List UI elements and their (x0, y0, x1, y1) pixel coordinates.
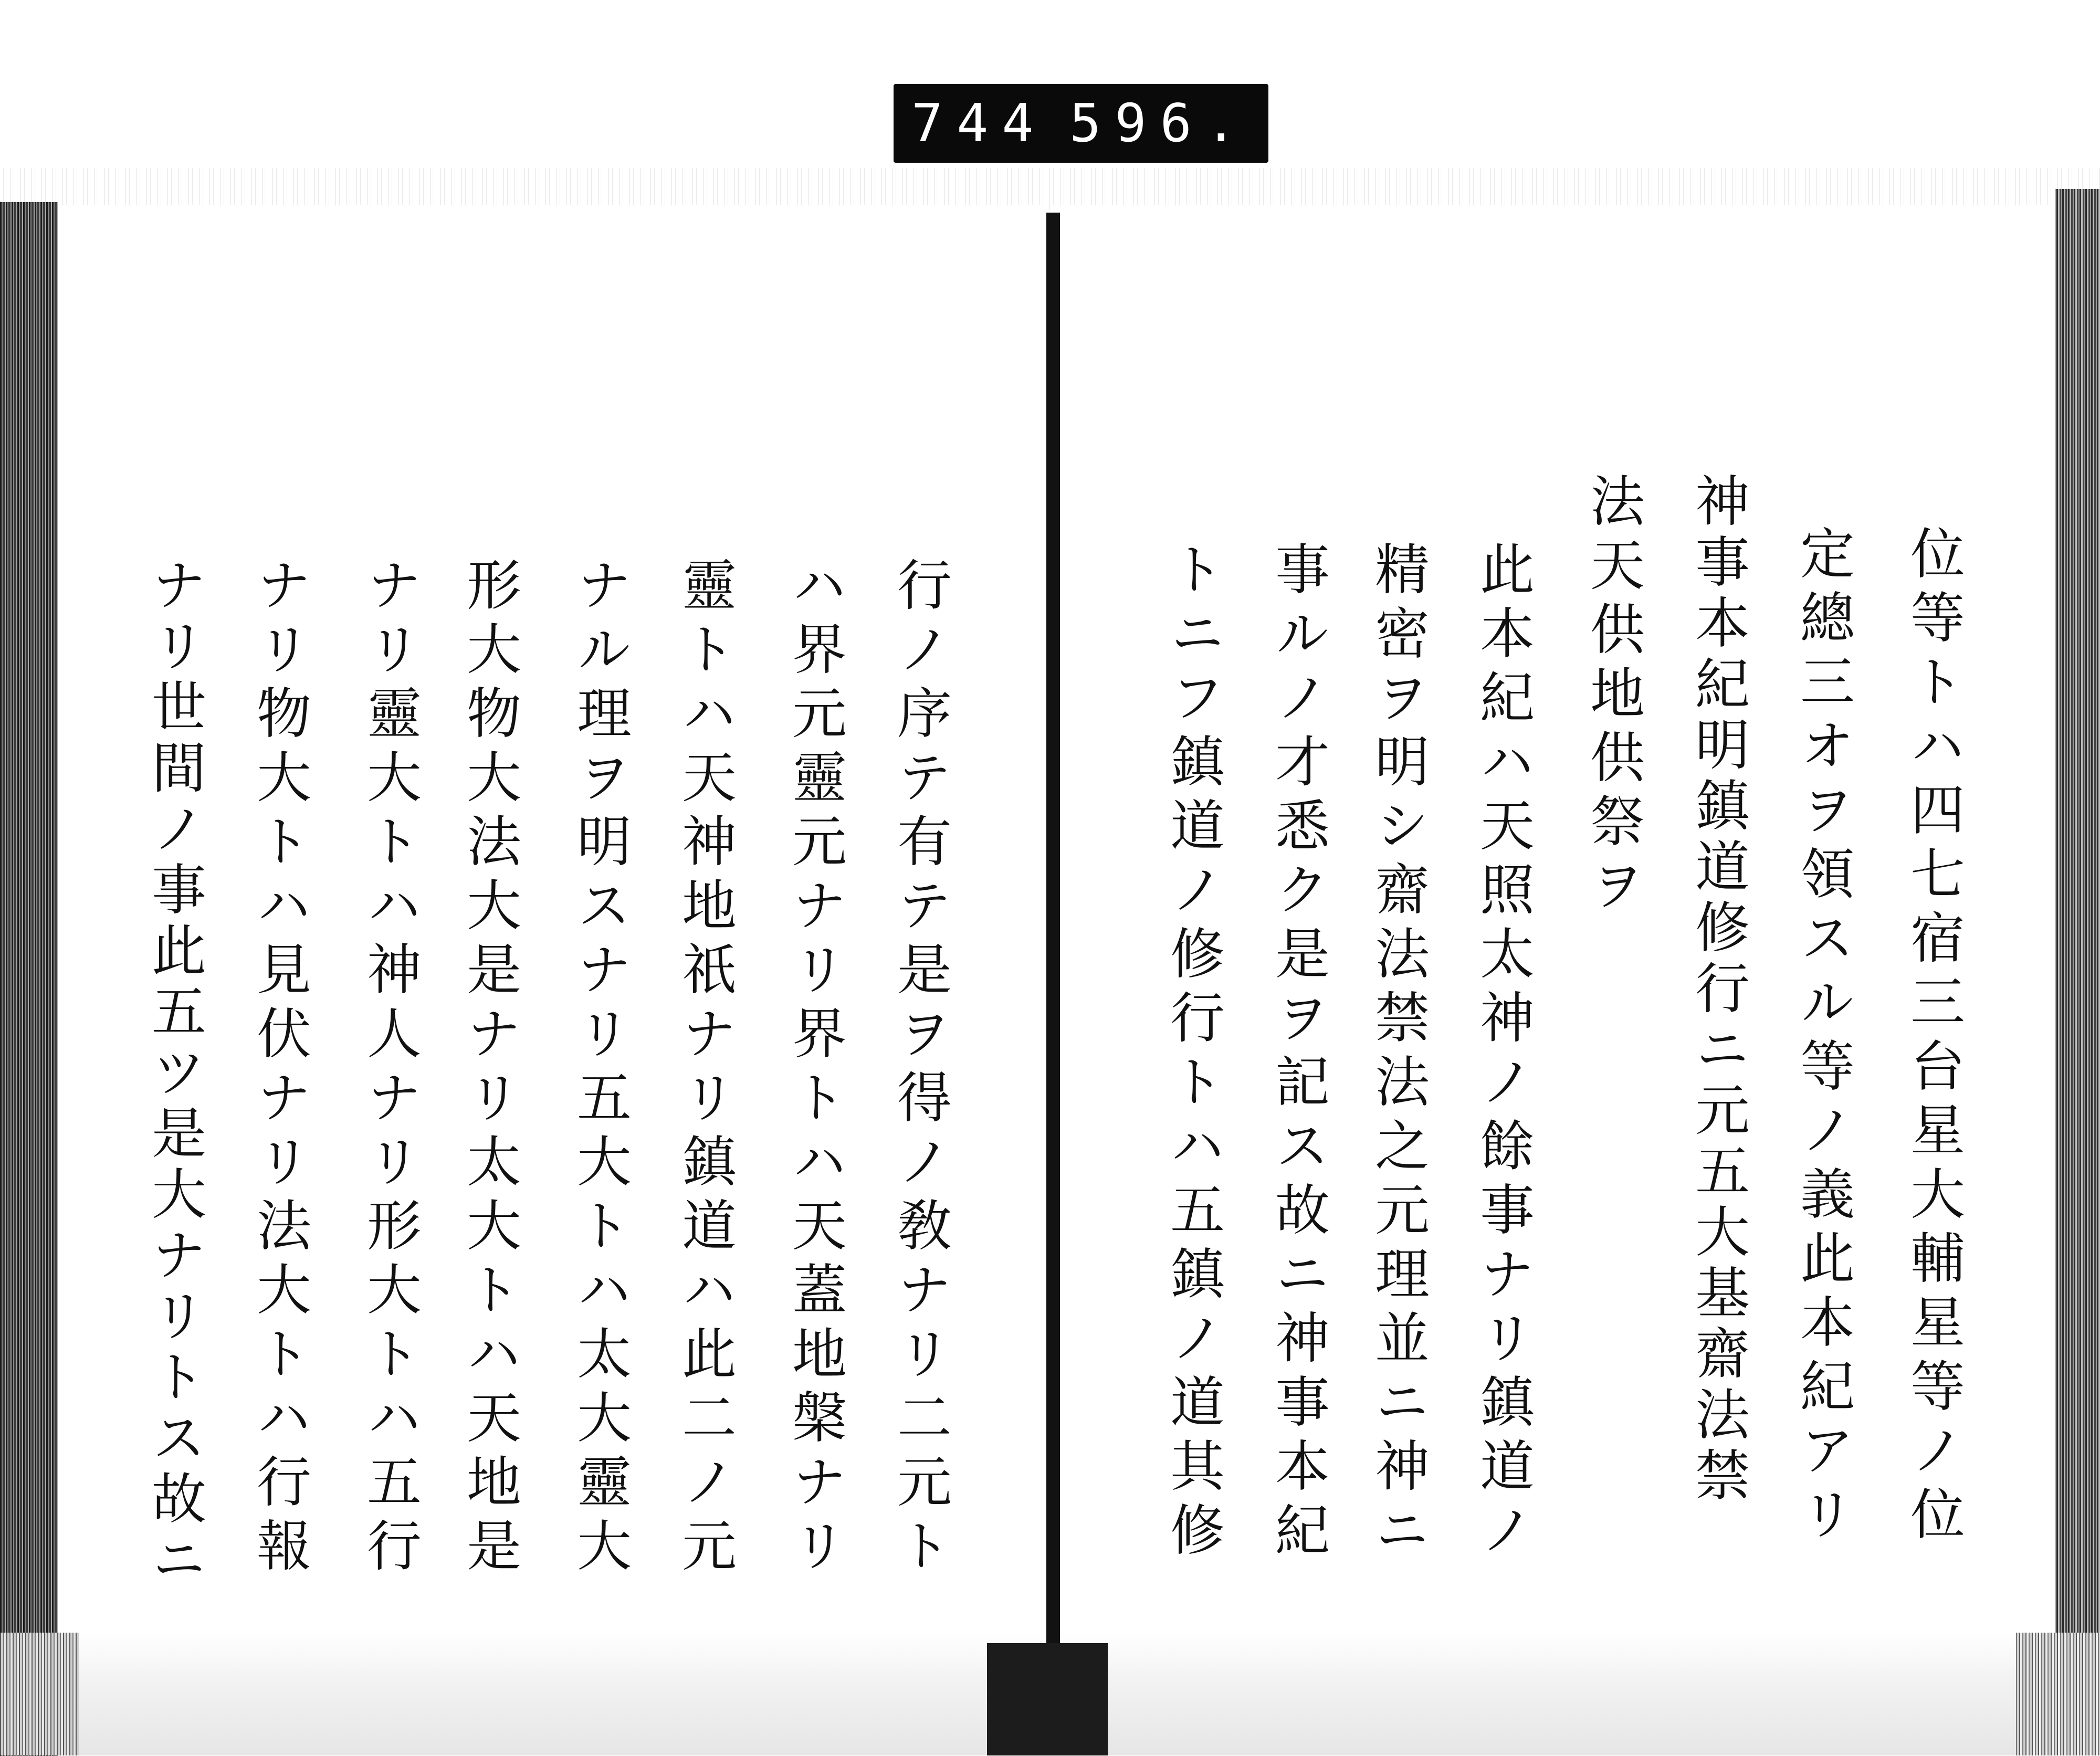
scan-top-edge (0, 168, 2100, 210)
spine-shadow (987, 1643, 1108, 1755)
left-page-line-1: 行ノ序テ有テ是ヲ得ノ敎ナリ二元ト (888, 556, 952, 1581)
left-page-line-7: ナリ物大トハ見伏ナリ法大トハ行報 (247, 556, 311, 1581)
bottom-left-page-edges (0, 1633, 79, 1755)
catalog-number-right: 596. (1069, 92, 1251, 154)
right-page-line-5: 此本紀ハ天照太神ノ餘事ナリ鎮道ノ (1471, 541, 1535, 1565)
right-page-line-3: 神事本紀明鎮道修行ニ元五大基齋法禁 (1686, 472, 1750, 1508)
right-page-line-4: 法天供地供祭ヲ (1581, 472, 1645, 921)
left-page-line-5: 形大物大法大是ナリ太大トハ天地是 (457, 556, 521, 1581)
right-page-line-6: 精密ヲ明シ齋法禁法之元理並ニ神ニ (1366, 541, 1430, 1565)
left-page-line-4: ナル理ヲ明スナリ五大トハ太大靈大 (568, 556, 632, 1581)
bottom-right-page-edges (2016, 1633, 2100, 1755)
left-page-line-8: ナリ世間ノ事此五ツ是大ナリトス故ニ (142, 556, 206, 1592)
left-page-line-2: ハ界元靈元ナリ界トハ天蓋地槃ナリ (783, 556, 847, 1581)
catalog-label-plate (894, 84, 1268, 163)
left-page-line-3: 靈トハ天神地祇ナリ鎮道ハ此二ノ元 (673, 556, 737, 1581)
book-spine (1046, 213, 1060, 1646)
catalog-number-left: 744 (911, 92, 1047, 154)
book-edge-right (2055, 189, 2100, 1743)
right-page-line-1: 位等トハ四七宿三台星大輔星等ノ位 (1901, 525, 1965, 1550)
left-page-line-6: ナリ靈大トハ神人ナリ形大トハ五行 (358, 556, 422, 1581)
right-page-line-7: 事ルノ才悉ク是ヲ記ス故ニ神事本紀 (1266, 541, 1330, 1565)
right-page-line-8: トニフ鎮道ノ修行トハ五鎮ノ道其修 (1161, 541, 1225, 1565)
right-page-line-2: 定總三オヲ領スル等ノ義此本紀アリ (1791, 525, 1855, 1550)
book-edge-left (0, 202, 58, 1756)
